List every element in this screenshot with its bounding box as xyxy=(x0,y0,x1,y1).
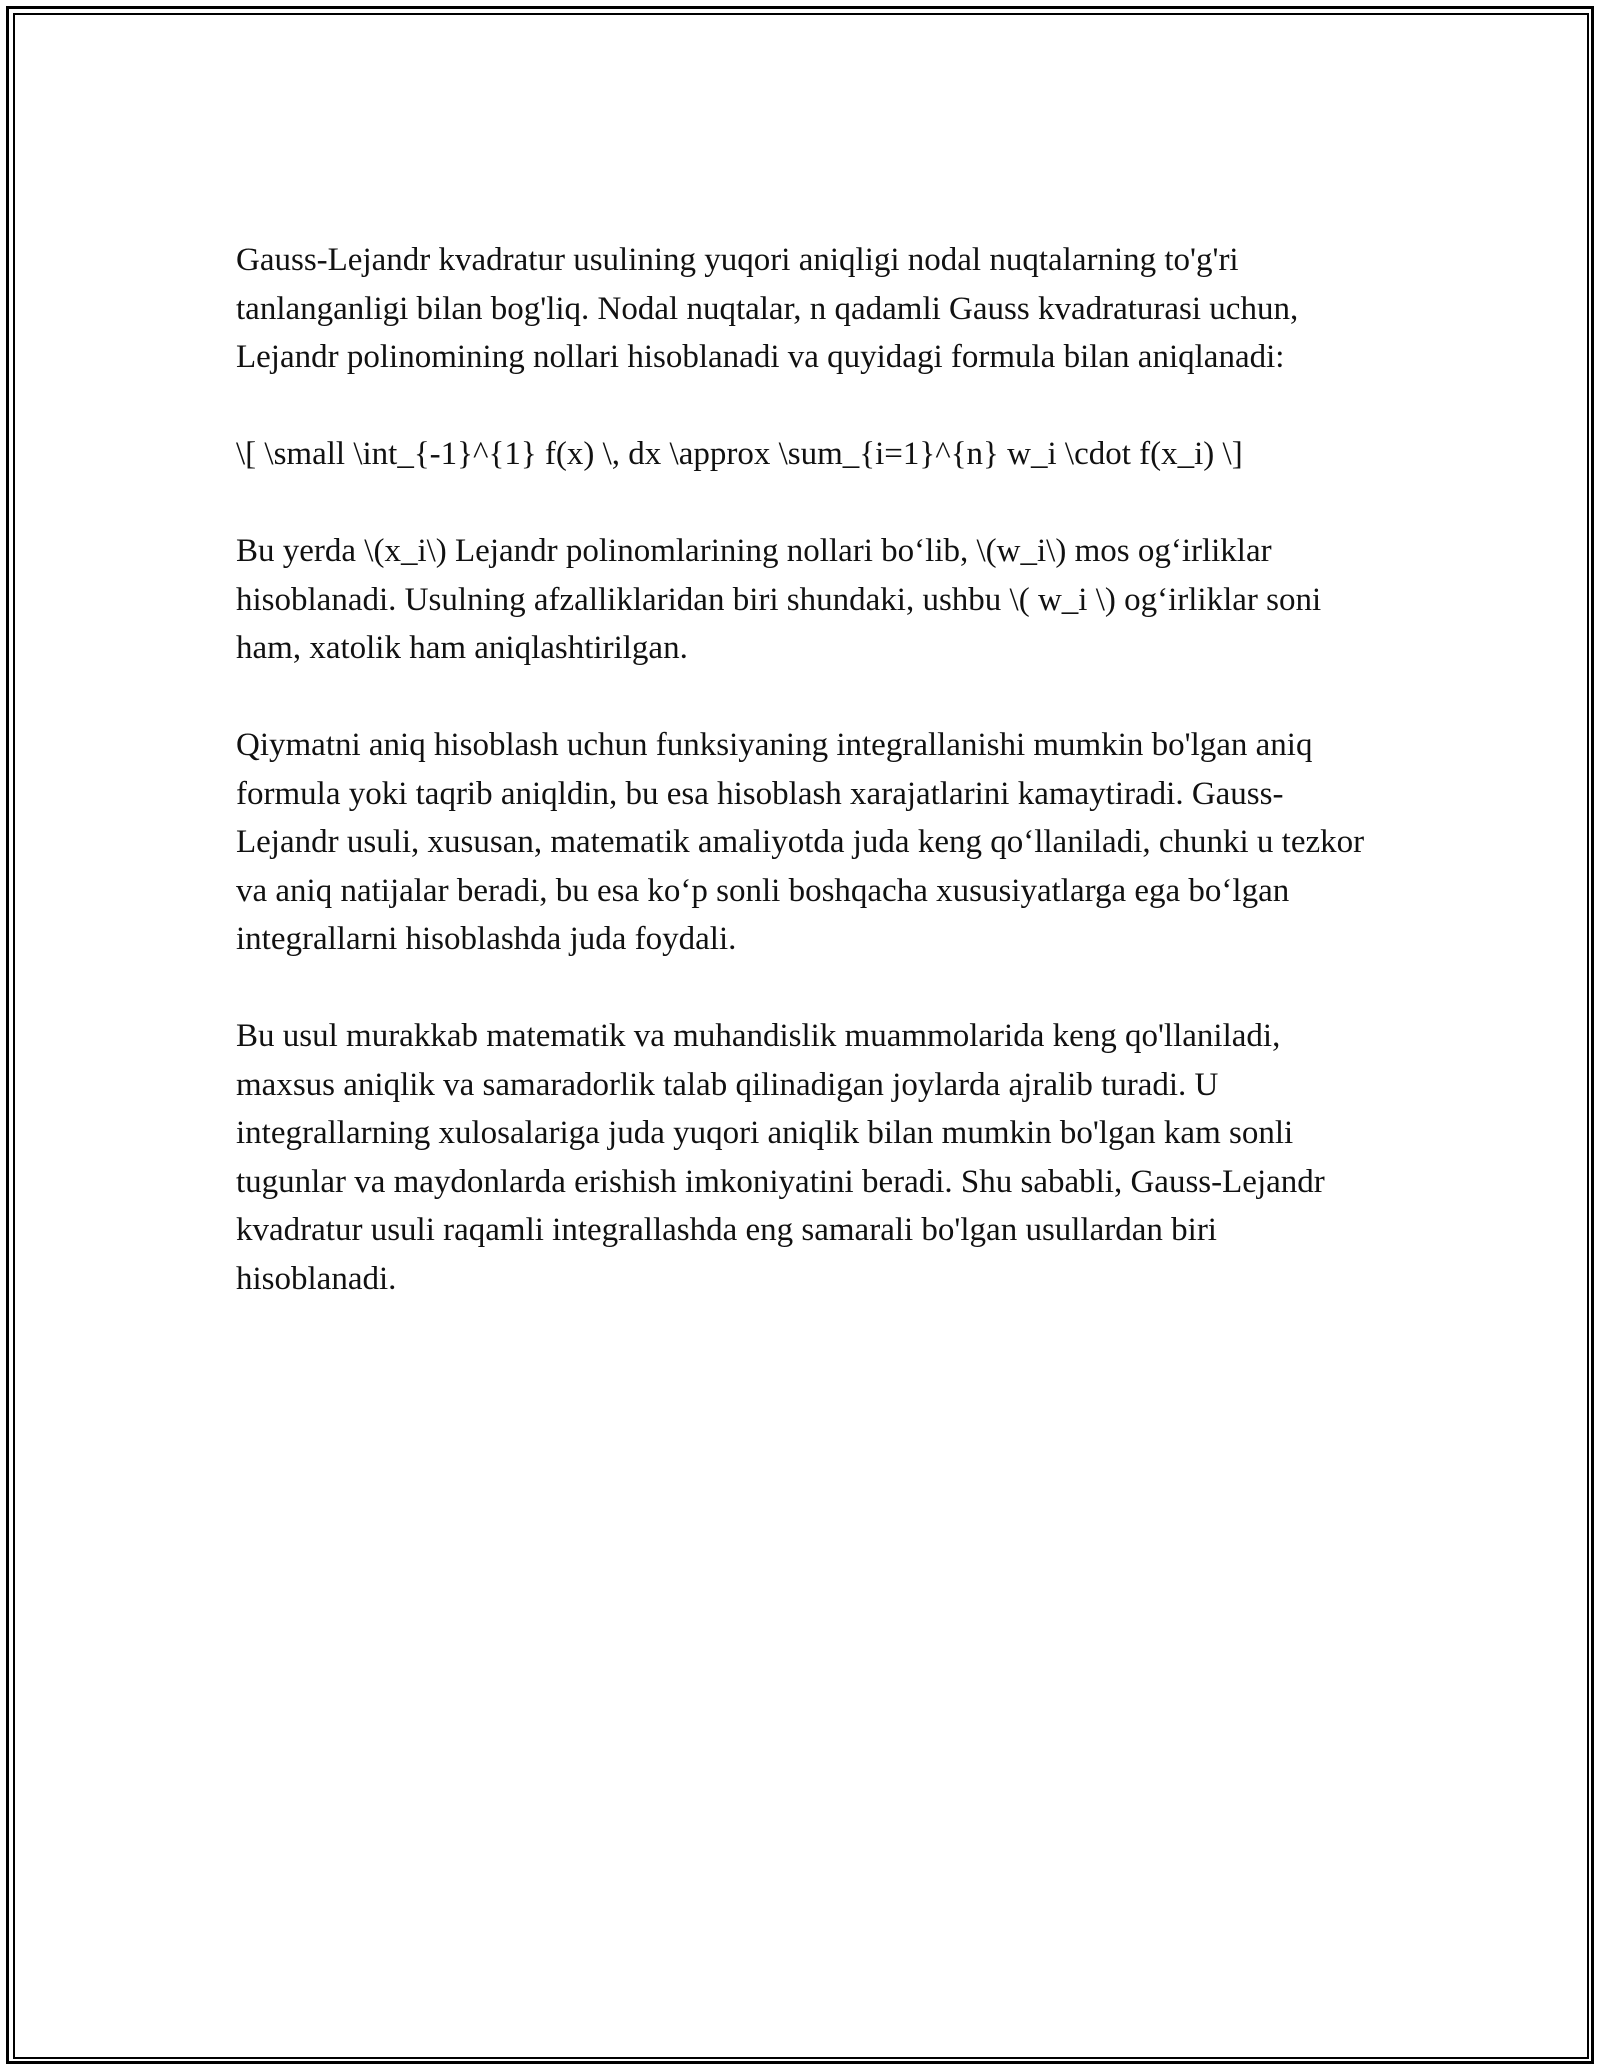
paragraph-intro: Gauss-Lejandr kvadratur usulining yuqori aniqligi nodal nuqtalarning to'g'ri tanlanganligi bilan bog'liq. Nodal nuqtalar, n qadamli Gauss kvadraturasi uchun, Lejandr polinomining nollari hisoblanadi va quyidagi formula bilan aniqlanadi: xyxy=(236,242,1299,375)
paragraph-weights: Bu yerda \(x_i\) Lejandr polinomlarining nollari bo‘lib, \(w_i\) mos og‘irliklar hisoblanadi. Usulning afzalliklaridan biri shundaki, ushbu \( w_i \) og‘irliklar soni ham, xatolik ham aniqlashtirilgan. xyxy=(236,533,1322,666)
paragraph-formula: \[ \small \int_{-1}^{1} f(x) \, dx \approx \sum_{i=1}^{n} w_i \cdot f(x_i) \] xyxy=(236,436,1243,472)
paragraph-conclusion: Bu usul murakkab matematik va muhandislik muammolarida keng qo'llaniladi, maxsus aniqlik va samaradorlik talab qilinadigan joylarda ajralib turadi. U integrallarning xulosalariga juda yuqori aniqlik bilan mumkin bo'lgan kam sonli tugunlar va maydonlarda erishish imkoniyatini beradi. Shu sababli, Gauss-Lejandr kvadratur usuli raqamli integrallashda eng samarali bo'lgan usullardan biri hisoblanadi. xyxy=(236,1018,1325,1297)
paragraph-advantages: Qiymatni aniq hisoblash uchun funksiyaning integrallanishi mumkin bo'lgan aniq formula yoki taqrib aniqldin, bu esa hisoblash xarajatlarini kamaytiradi. Gauss-Lejandr usuli, xususan, matematik amaliyotda juda keng qo‘llaniladi, chunki u tezkor va aniq natijalar beradi, bu esa ko‘p sonli boshqacha xususiyatlarga ega bo‘lgan integrallarni hisoblashda juda foydali. xyxy=(236,727,1365,957)
document-body xyxy=(236,236,1368,1352)
